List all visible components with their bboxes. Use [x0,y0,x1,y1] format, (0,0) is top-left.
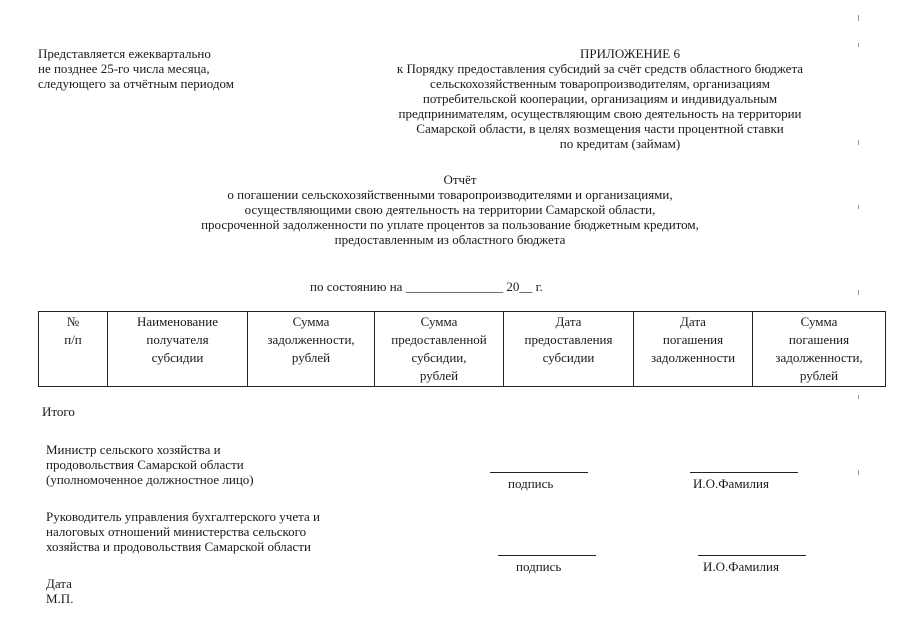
annex-line: предпринимателям, осуществляющим свою деятельность на территории [398,106,802,121]
annex-block [340,46,860,151]
name-label: И.О.Фамилия [703,559,779,574]
name-line [698,555,806,556]
column-header-subsidy-date: Дата предоставления субсидии [504,312,634,387]
report-table [38,311,886,387]
signature-line [490,472,588,473]
scan-speck [858,205,859,209]
report-title-line: предоставленным из областного бюджета [334,232,566,247]
as-of-date: по состоянию на _______________ 20__ г. [310,279,543,294]
scan-speck [858,395,859,399]
table-header-row [39,312,886,387]
report-title-heading: Отчёт [443,172,477,187]
total-label: Итого [42,404,75,419]
name-label: И.О.Фамилия [693,476,769,491]
footer-date-label: Дата [46,576,72,591]
column-header-subsidy-amount: Сумма предоставленной субсидии, рублей [375,312,504,387]
signatory-accountant-position: Руководитель управления бухгалтерского учета и налоговых отношений министерства сельского хозяйства и продовольствия Самарской области [46,509,320,554]
name-line [690,472,798,473]
footer-seal-label: М.П. [46,591,74,606]
column-header-recipient: Наименование получателя субсидии [108,312,248,387]
scan-speck [858,140,859,145]
column-header-repaid-amount: Сумма погашения задолженности, рублей [753,312,886,387]
submission-note-line: Представляется ежеквартально [38,46,211,61]
submission-note-line: не позднее 25-го числа месяца, [38,61,210,76]
scan-speck [858,15,859,21]
report-title-line: осуществляющими свою деятельность на территории Самарской области, [244,202,656,217]
annex-line: сельскохозяйственным товаропроизводителям, организациям [430,76,770,91]
annex-title: ПРИЛОЖЕНИЕ 6 [580,46,680,61]
column-header-number: № п/п [39,312,108,387]
scan-speck [858,470,859,475]
report-title-line: о погашении сельскохозяйственными товаропроизводителями и организациями, [227,187,673,202]
scan-speck [858,43,859,47]
annex-line: Самарской области, в целях возмещения части процентной ставки [416,121,784,136]
annex-line: потребительской кооперации, организациям и индивидуальным [422,91,778,106]
signature-label: подпись [508,476,554,491]
report-title [120,172,780,247]
column-header-debt-amount: Сумма задолженности, рублей [248,312,375,387]
column-header-repayment-date: Дата погашения задолженности [634,312,753,387]
signature-label: подпись [516,559,562,574]
signatory-minister-position: Министр сельского хозяйства и продовольствия Самарской области (уполномоченное должностное лицо) [46,442,254,487]
scan-speck [858,290,859,295]
annex-line: по кредитам (займам) [559,136,681,151]
annex-line: к Порядку предоставления субсидий за счёт средств областного бюджета [396,61,804,76]
report-title-line: просроченной задолженности по уплате процентов за пользование бюджетным кредитом, [201,217,699,232]
submission-note-line: следующего за отчётным периодом [38,76,234,91]
submission-note [38,46,234,91]
signature-line [498,555,596,556]
